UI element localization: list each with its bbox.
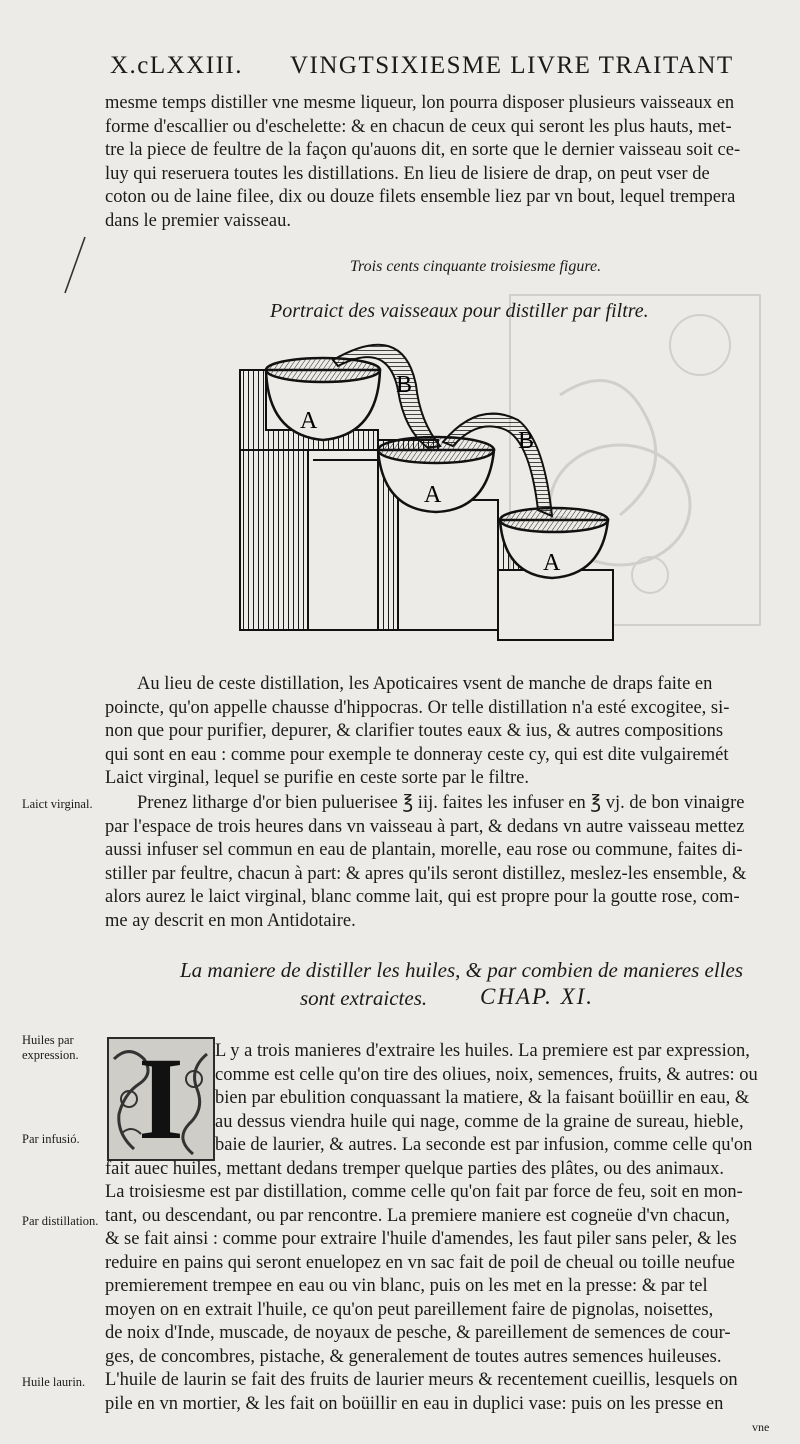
chapter-heading-line1: La maniere de distiller les huiles, & par combien de manieres elles [180, 958, 744, 982]
text-line: ges, de concombres, pistache, & generalement de toutes autres semences huileuses. [105, 1346, 722, 1367]
running-title: VINGTSIXIESME LIVRE TRAITANT [290, 52, 734, 79]
text-line: moyen on en extrait l'huile, ce qu'on peut pareillement faire de pignolas, noisettes, [105, 1299, 714, 1320]
text-line: premierement trempee en eau ou vin blanc, puis on les met en la presse: & par tel [105, 1276, 708, 1296]
text-line: de noix d'Inde, muscade, de noyaux de pesche, & pareillement de semences de cour- [105, 1323, 731, 1343]
chapter-text [105, 1037, 785, 1416]
text-line: non que pour purifier, depurer, & clarifier toutes eaux & ius, & autres compositions [105, 721, 724, 741]
catchword: vne [752, 1420, 770, 1434]
drop-cap-letter: I [138, 1037, 184, 1161]
text-line: mesme temps distiller vne mesme liqueur, lon pourra disposer plusieurs vaisseaux en [105, 93, 735, 113]
paragraph-laict-virginal [105, 792, 785, 933]
text-line: poincte, qu'on appelle chausse d'hippocras. Or telle distillation n'a esté excogitee, si- [105, 697, 730, 718]
chapter-label: CHAP. XI. [480, 984, 595, 1009]
text-line: alors aurez le laict virginal, blanc comme lait, qui est propre pour la goutte rose, com- [105, 887, 740, 907]
vessel-label: A [424, 482, 442, 508]
text-line: La troisiesme est par distillation, comme celle qu'on fait par force de feu, soit en mon- [105, 1182, 743, 1202]
text-line: forme d'escallier ou d'eschelette: & en chacun de ceux qui seront les plus hauts, met- [105, 116, 732, 137]
pencil-mark [60, 235, 90, 295]
text-line: aussi infuser sel commun en eau de plantain, morelle, eau rose ou commune, faites di- [105, 840, 743, 860]
margin-note-huiles-expression: Huiles par expression. [22, 1033, 79, 1062]
figure-number-caption: Trois cents cinquante troisiesme figure. [350, 258, 602, 275]
text-line: reduire en pains qui seront enuelopez en vn sac fait de poil de cheual ou toille neufue [105, 1252, 735, 1273]
vessel-label: A [543, 550, 561, 576]
margin-note-laict-virginal: Laict virginal. [22, 797, 93, 811]
text-line: tre la piece de feultre de la façon qu'auons dit, en sorte que le dernier vaisseau soit ce- [105, 140, 741, 160]
text-line: baie de laurier, & autres. La seconde est par infusion, comme celle qu'on [215, 1135, 753, 1155]
text-line: stiller par feultre, chacun à part: & apres qu'ils seront distillez, meslez-les ensemble, & [105, 863, 747, 884]
text-line: luy qui reseruera toutes les distillations. En lieu de lisiere de drap, on peut vser de [105, 163, 710, 184]
figure-title-caption: Portraict des vaisseaux pour distiller par filtre. [270, 300, 649, 322]
text-line: Laict virginal, lequel se purifie en ceste sorte par le filtre. [105, 768, 529, 788]
text-line: pile en vn mortier, & les fait on boüillir en eau in duplici vase: puis on les presse en [105, 1393, 724, 1414]
text-line: Prenez litharge d'or bien puluerisee ℥ iij. faites les infuser en ℥ vj. de bon vinaigre [137, 793, 745, 813]
text-line: Au lieu de ceste distillation, les Apoticaires vsent de manche de draps faite en [137, 674, 713, 694]
text-line: L'huile de laurin se fait des fruits de laurier meurs & recentement cueillis, lesquels on [105, 1370, 738, 1390]
text-line: bien par ebulition conquassant la matiere, & la faisant boüillir en eau, & [215, 1088, 750, 1108]
text-line: comme est celle qu'on tire des oliues, noix, semences, fruits, & autres: ou [215, 1064, 758, 1085]
text-line: & se fait ainsi : comme pour extraire l'huile d'amendes, les faut piler sans peler, & les [105, 1229, 737, 1249]
margin-note-infusion: Par infusió. [22, 1132, 80, 1146]
folio-number: X.cLXXIII. [110, 52, 244, 79]
vessel-label: A [300, 408, 318, 434]
text-line: fait auec huiles, mettant dedans tremper quelque parties des plâtes, ou des animaux. [105, 1158, 725, 1179]
margin-note-huile-laurin: Huile laurin. [22, 1375, 86, 1389]
text-line: coton ou de laine filee, dix ou douze filets ensemble liez par vn bout, lequel trempera [105, 187, 736, 207]
woodcut-filter-distillation-illustration [238, 330, 648, 650]
filter-label: B [518, 428, 535, 454]
margin-note-distillation: Par distillation. [22, 1214, 99, 1228]
text-line: dans le premier vaisseau. [105, 210, 291, 231]
text-line: qui sont en eau : comme pour exemple te donneray ceste cy, qui est dite vulgairemét [105, 744, 729, 765]
text-line: par l'espace de trois heures dans vn vaisseau à part, & dedans vn autre vaisseau mettez [105, 816, 745, 837]
top-paragraph [105, 92, 785, 233]
text-line: tant, ou descendant, ou par rencontre. La premiere maniere est cogneüe d'vn chacun, [105, 1205, 730, 1226]
paragraph-chausse-hippocras [105, 673, 785, 791]
chapter-heading-line2: sont extraictes. [300, 986, 428, 1010]
page-header [110, 52, 750, 86]
filter-label: B [396, 372, 413, 398]
text-line: me ay descrit en mon Antidotaire. [105, 910, 356, 931]
text-line: L y a trois manieres d'extraire les huiles. La premiere est par expression, [215, 1041, 750, 1061]
text-line: au dessus viendra huile qui nage, comme de la graine de sureau, hieble, [215, 1111, 744, 1132]
